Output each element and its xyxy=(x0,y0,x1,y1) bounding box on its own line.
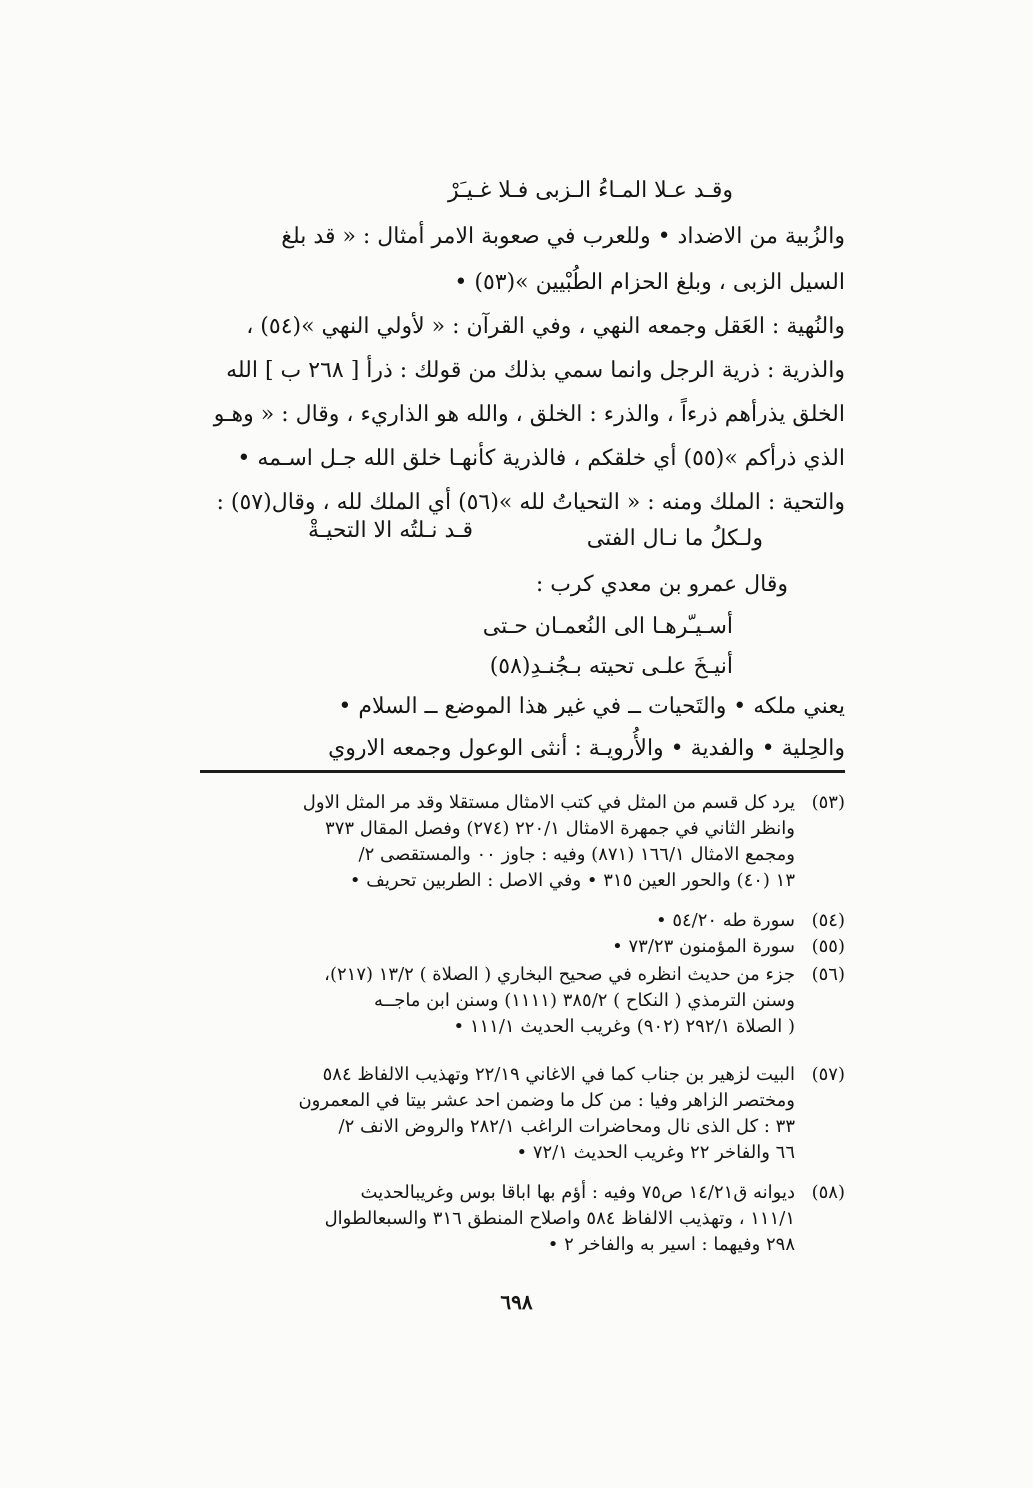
body-line: والنُهية : العَقل وجمعه النهي ، وفي القرآن : « لأولي النهي »(٥٤) ، xyxy=(246,314,845,339)
body-line: والزُبية من الاضداد • وللعرب في صعوبة الامر أمثال : « قد بلغ xyxy=(281,224,845,249)
footnote-separator xyxy=(200,770,845,773)
footnote-text: ومختصر الزاهر وفيا : من كل ما وضمن احد عشر بيتا في المعمرون xyxy=(298,1090,795,1111)
footnote-line xyxy=(185,842,845,868)
footnote-line xyxy=(185,816,845,842)
footnote-line xyxy=(185,868,845,894)
footnote-line xyxy=(185,1140,845,1166)
body-line: والذرية : ذرية الرجل وانما سمي بذلك من قولك : ذرأ [ ٢٦٨ ب ] الله xyxy=(226,358,845,383)
footnote-line xyxy=(185,1180,845,1206)
footnote-number: (٥٥) xyxy=(811,936,845,957)
footnote-text: ديوانه ق١٤/٢١ ص٧٥ وفيه : أؤم بها اباقا بوس وغريبالحديث xyxy=(360,1182,795,1203)
verse-hemistich-left: قـد نـلتُه الا التحيـةْ xyxy=(308,518,473,543)
verse-line: أنيـخَ علـى تحيته بـجُنـدِ(٥٨) xyxy=(489,654,733,679)
poet-intro-line: وقال عمرو بن معدي كرب : xyxy=(535,572,788,597)
footnote-text: البيت لزهير بن جناب كما في الاغاني ٢٢/١٩ وتهذيب الالفاظ ٥٨٤ xyxy=(322,1064,795,1085)
footnote-text: ١١١/١ ، وتهذيب الالفاظ ٥٨٤ واصلاح المنطق ٣١٦ والسبعالطوال xyxy=(324,1208,795,1229)
footnote-text: سورة طه ٥٤/٢٠ • xyxy=(655,910,795,931)
body-line: السيل الزبى ، وبلغ الحزام الطُبْيين »(٥٣) • xyxy=(454,270,845,295)
footnote-line xyxy=(185,908,845,934)
body-line: والحِلية • والفدية • والأُرويـة : أنثى الوعول وجمعه الاروي xyxy=(328,736,845,761)
footnote-line xyxy=(185,988,845,1014)
footnote-text: سورة المؤمنون ٧٣/٢٣ • xyxy=(612,936,795,957)
footnote-line xyxy=(185,790,845,816)
footnote-text: ٦٦ والفاخر ٢٢ وغريب الحديث ٧٢/١ • xyxy=(516,1142,795,1163)
footnote-text: وانظر الثاني في جمهرة الامثال ٢٢٠/١ (٢٧٤) وفصل المقال ٣٧٣ xyxy=(325,818,795,839)
footnote-number: (٥٧) xyxy=(811,1064,845,1085)
verse-line-opening: وقـد عـلا المـاءُ الـزبى فـلا غـيـَرْ xyxy=(448,178,733,203)
footnote-line xyxy=(185,962,845,988)
footnote-line xyxy=(185,934,845,960)
footnote-text: ٣٣ : كل الذى نال ومحاضرات الراغب ٢٨٢/١ والروض الانف ٢/ xyxy=(338,1116,795,1137)
footnote-text: جزء من حديث انظره في صحيح البخاري ( الصلاة ) ١٣/٢ (٢١٧)، xyxy=(324,964,795,985)
footnote-text: ( الصلاة ٢٩٢/١ (٩٠٢) وغريب الحديث ١١١/١ • xyxy=(453,1016,795,1037)
footnote-text: يرد كل قسم من المثل في كتب الامثال مستقلا وقد مر المثل الاول xyxy=(302,792,795,813)
footnote-number: (٥٦) xyxy=(811,964,845,985)
footnote-number: (٥٨) xyxy=(811,1182,845,1203)
footnote-text: وسنن الترمذي ( النكاح ) ٣٨٥/٢ (١١١١) وسنن ابن ماجــه xyxy=(374,990,795,1011)
body-line: يعني ملكه • والتَحيات ــ في غير هذا الموضع ــ السلام • xyxy=(338,694,845,719)
footnote-number: (٥٣) xyxy=(811,792,845,813)
footnote-line xyxy=(185,1232,845,1258)
footnote-text: ومجمع الامثال ١٦٦/١ (٨٧١) وفيه : جاوز ٠٠ والمستقصى ٢/ xyxy=(358,844,795,865)
page-number: ٦٩٨ xyxy=(500,1290,533,1314)
footnote-line xyxy=(185,1088,845,1114)
footnote-text: ٢٩٨ وفيهما : اسير به والفاخر ٢ • xyxy=(547,1234,795,1255)
footnote-number: (٥٤) xyxy=(811,910,845,931)
body-line: الخلق يذرأهم ذرءاً ، والذرء : الخلق ، والله هو الذاريء ، وقال : « وهـو xyxy=(213,402,845,427)
footnote-text: ١٣ (٤٠) والحور العين ٣١٥ • وفي الاصل : الطربين تحريف • xyxy=(349,870,795,891)
verse-hemistich-right: ولـكلُ ما نـال الفتى xyxy=(586,526,763,551)
footnote-line xyxy=(185,1014,845,1040)
footnote-line xyxy=(185,1206,845,1232)
body-line: الذي ذرأكم »(٥٥) أي خلقكم ، فالذرية كأنهـا خلق الله جـل اسـمه • xyxy=(237,446,845,471)
footnote-line xyxy=(185,1114,845,1140)
body-line: والتحية : الملك ومنه : « التحياتُ لله »(٥٦) أي الملك لله ، وقال(٥٧) : xyxy=(216,490,845,515)
verse-line: أسـيـّرهـا الى النُعمـان حـتى xyxy=(482,614,733,639)
footnote-line xyxy=(185,1062,845,1088)
